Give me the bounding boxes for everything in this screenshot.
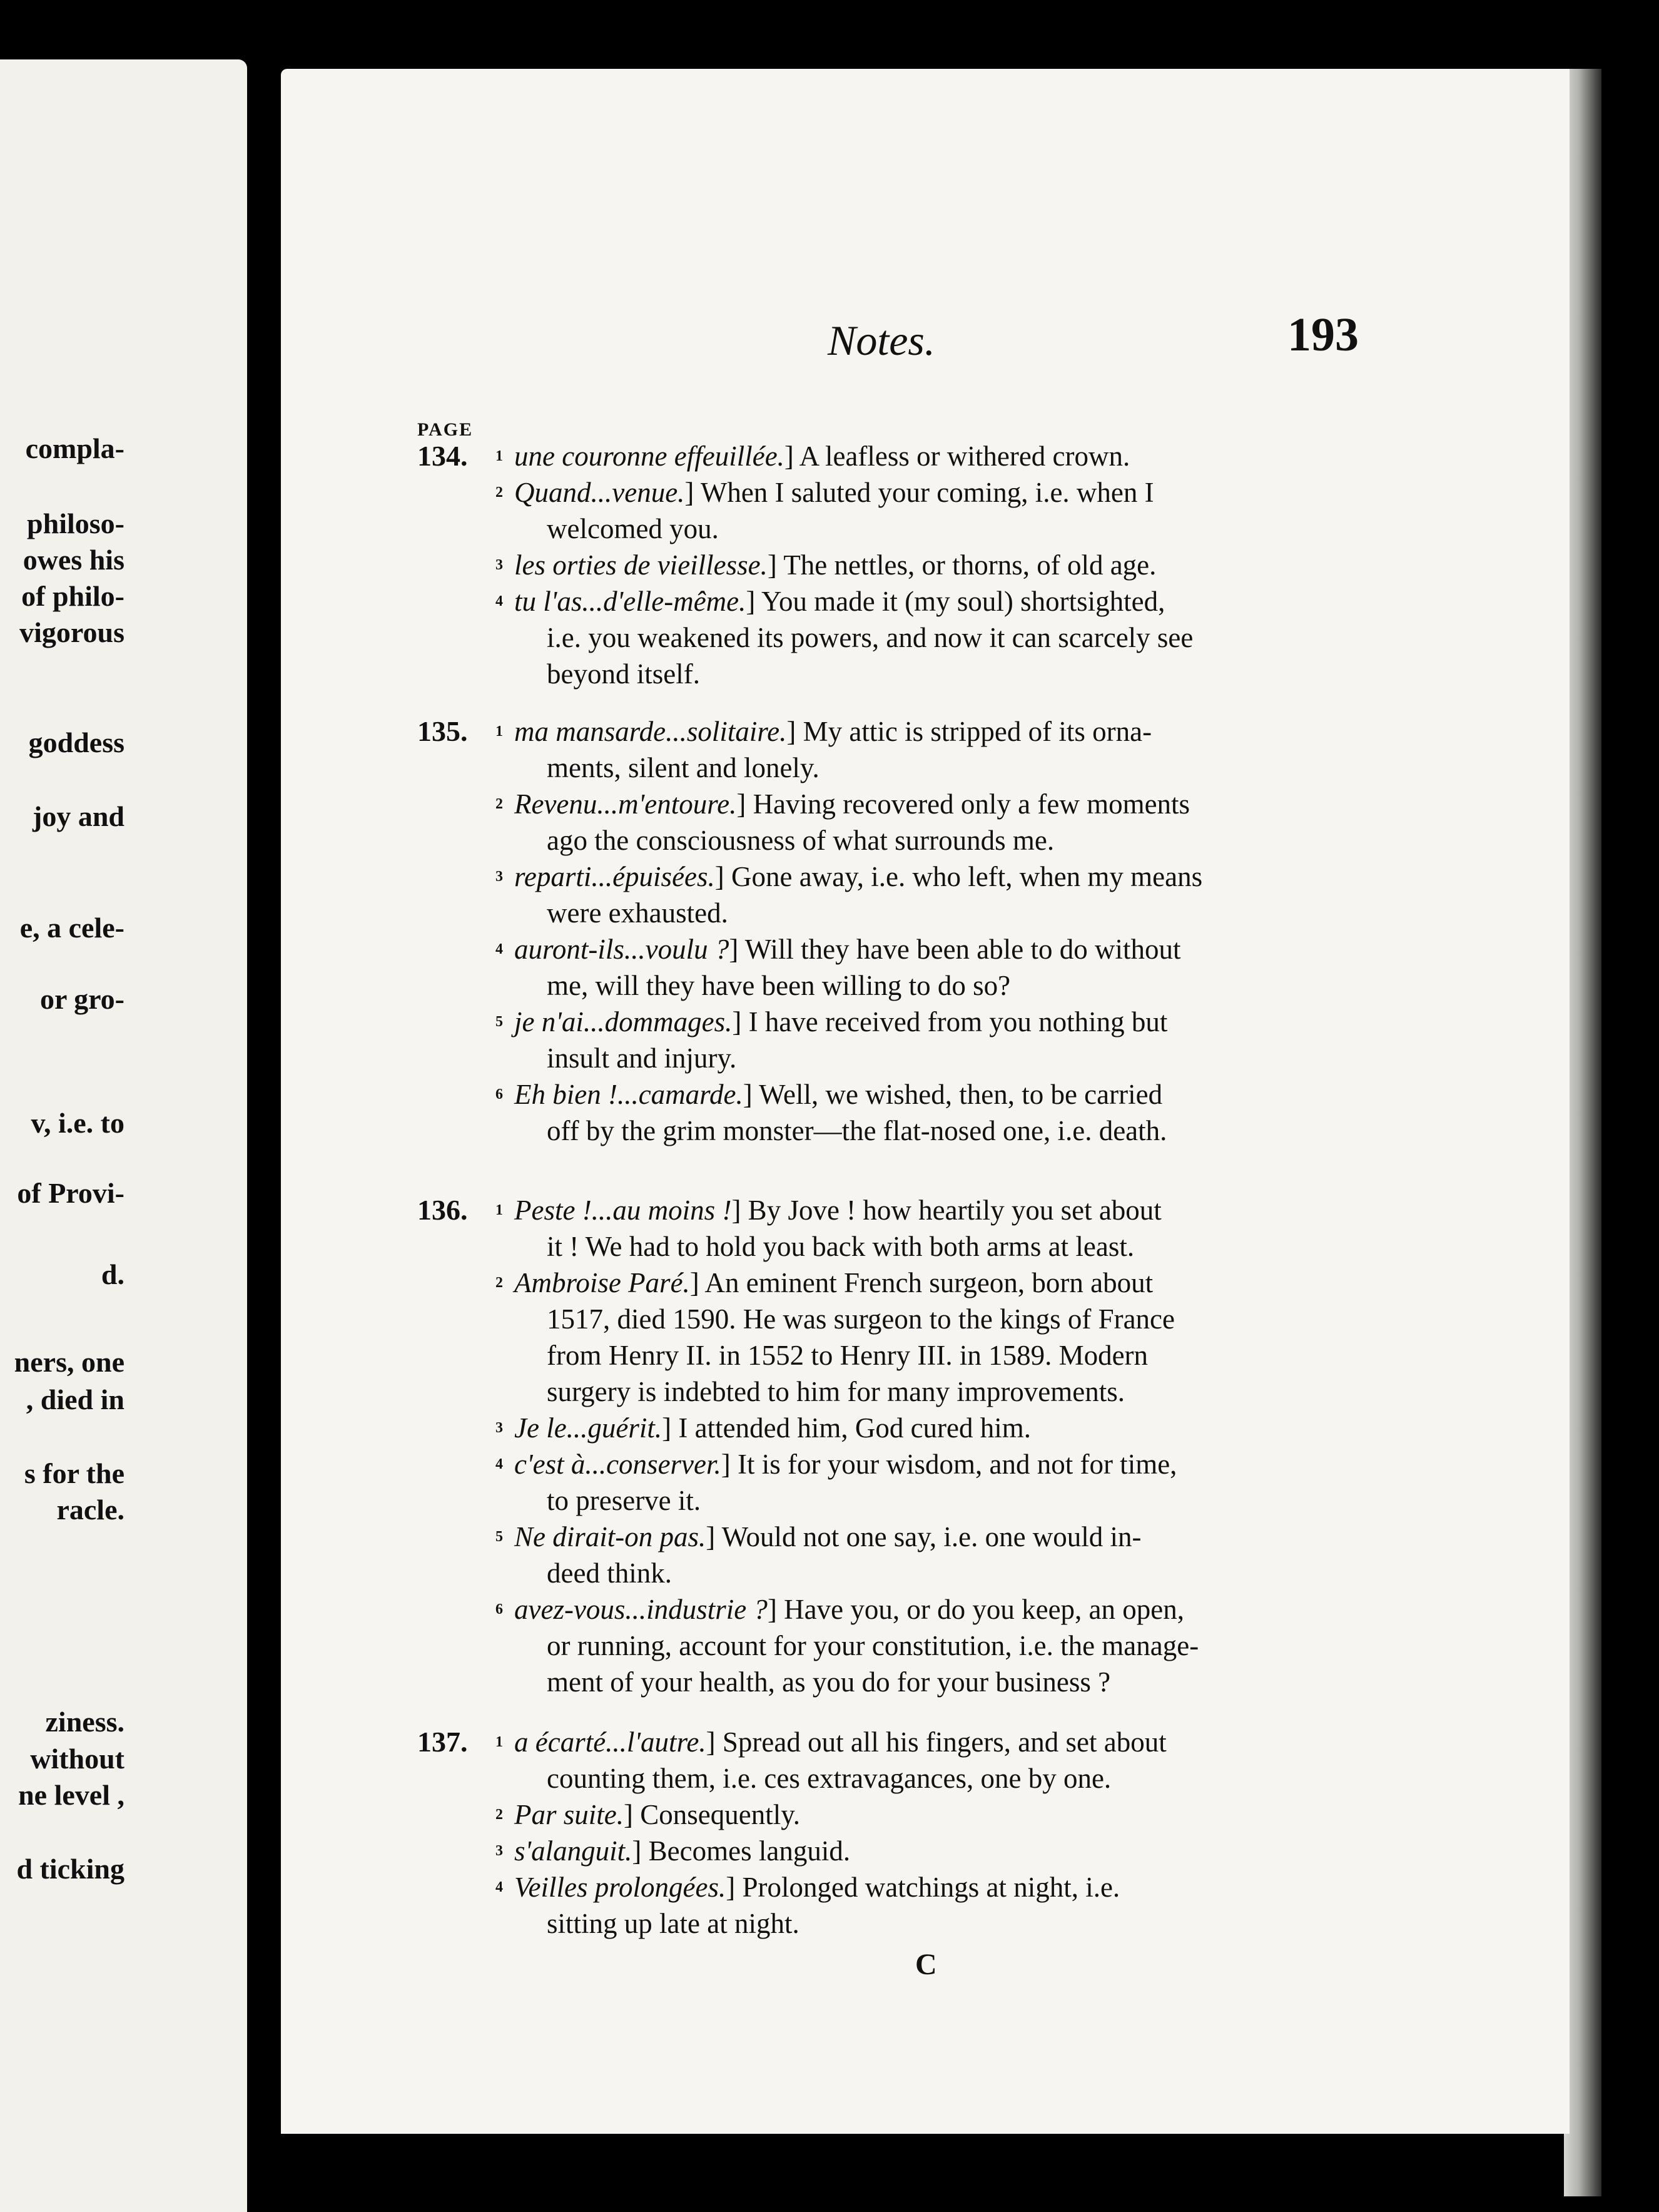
note-gloss: ] I attended him, God cured him. [662,1412,1032,1444]
note-continuation-line: me, will they have been willing to do so? [547,970,1011,1001]
note-number: 4 [495,941,503,957]
left-page-fragment: without [30,1743,124,1775]
note-entry [495,786,1384,859]
page-reference: 134. [417,440,468,472]
note-entry [495,859,1384,931]
note-entry [495,931,1384,1004]
left-page-fragment: racle. [56,1494,124,1526]
page-column-label: PAGE [417,419,474,440]
note-number: 6 [495,1601,503,1618]
page-edge-shadow [1564,69,1601,2196]
note-first-line [514,1446,1384,1482]
note-continuation-line: off by the grim monster—the flat-nosed one, i.e. death. [547,1115,1167,1146]
note-gloss: ] Prolonged watchings at night, i.e. [726,1872,1120,1903]
left-page-fragment: , died in [26,1384,124,1415]
note-first-line [514,1519,1384,1555]
note-gloss: ] An eminent French surgeon, born about [689,1267,1154,1298]
note-continuation-line: 1517, died 1590. He was surgeon to the kings of France [547,1303,1175,1335]
note-first-line [514,583,1384,619]
note-first-line [514,1004,1384,1040]
note-entry [495,1446,1384,1519]
note-entry [495,547,1384,583]
note-number: 5 [495,1529,503,1545]
note-number: 1 [495,1202,503,1218]
note-lemma: s'alanguit. [514,1835,632,1867]
note-number: 2 [495,484,503,501]
note-first-line [514,438,1384,474]
note-gloss: ] Gone away, i.e. who left, when my means [714,861,1203,892]
note-continuation-line: or running, account for your constitution, i.e. the manage- [547,1630,1199,1661]
left-page-fragment: vigorous [19,616,124,648]
left-page-fragment: d. [101,1258,124,1290]
note-lemma: reparti...épuisées. [514,861,715,892]
note-first-line [514,1192,1384,1228]
note-gloss: ] Spread out all his fingers, and set about [706,1726,1167,1758]
running-head: Notes. [828,317,935,364]
note-lemma: Eh bien !...camarde. [514,1079,743,1110]
note-first-line [514,1833,1384,1869]
note-continuation-line: counting them, i.e. ces extravagances, one by one. [547,1763,1112,1794]
note-gloss: ] Have you, or do you keep, an open, [767,1594,1184,1625]
note-first-line [514,1591,1384,1628]
note-entry [495,1724,1384,1797]
note-gloss: ] The nettles, or thorns, of old age. [767,549,1157,581]
note-continuation-line: were exhausted. [547,897,728,929]
left-page-fragment: joy and [33,800,124,832]
note-number: 3 [495,1420,503,1436]
note-entry [495,1265,1384,1410]
left-page-fragment: philoso- [27,507,124,539]
note-gloss: ] Will they have been able to do without [729,934,1181,965]
page-reference: 136. [417,1194,468,1226]
note-first-line [514,1797,1384,1833]
note-lemma: Revenu...m'entoure. [514,788,737,820]
note-number: 3 [495,869,503,885]
note-lemma: c'est à...conserver. [514,1449,721,1480]
note-lemma: une couronne effeuillée. [514,441,784,472]
note-lemma: Quand...venue. [514,477,685,508]
note-number: 1 [495,448,503,464]
note-entry [495,1869,1384,1942]
note-entry [495,1519,1384,1591]
left-page-fragment: compla- [25,432,124,464]
left-page-fragment: or gro- [40,983,124,1015]
note-entry [495,1192,1384,1265]
note-lemma: les orties de vieillesse. [514,549,768,581]
note-number: 4 [495,593,503,609]
left-page-fragment: ziness. [45,1706,124,1738]
left-page-fragment: goddess [28,726,124,758]
page-reference: 135. [417,715,468,747]
note-first-line [514,859,1384,895]
left-page-fragment: v, i.e. to [31,1107,124,1139]
signature-mark: C [915,1948,937,1981]
note-lemma: je n'ai...dommages. [514,1006,733,1037]
page-number: 193 [1287,308,1359,361]
note-number: 5 [495,1014,503,1030]
page-reference: 137. [417,1726,468,1758]
note-continuation-line: to preserve it. [547,1485,701,1516]
note-gloss: ] My attic is stripped of its orna- [786,716,1152,747]
note-number: 6 [495,1086,503,1103]
note-entry [495,713,1384,786]
note-entry [495,1591,1384,1700]
note-first-line [514,713,1384,750]
note-number: 2 [495,1275,503,1291]
note-number: 2 [495,796,503,812]
note-lemma: tu l'as...d'elle-même. [514,586,746,617]
note-gloss: ] I have received from you nothing but [732,1006,1168,1037]
note-lemma: auront-ils...voulu ? [514,934,729,965]
note-number: 2 [495,1807,503,1823]
note-gloss: ] Consequently. [624,1799,801,1830]
note-continuation-line: deed think. [547,1557,672,1589]
note-entry [495,1410,1384,1446]
note-number: 3 [495,1843,503,1859]
note-entry [495,438,1384,474]
note-first-line [514,1410,1384,1446]
left-page-fragment: s for the [24,1457,124,1489]
note-continuation-line: insult and injury. [547,1042,737,1074]
note-number: 1 [495,1734,503,1750]
note-gloss: ] It is for your wisdom, and not for time, [721,1449,1177,1480]
note-entry [495,1076,1384,1149]
note-lemma: ma mansarde...solitaire. [514,716,787,747]
left-page-fragment: of Provi- [17,1177,124,1209]
note-number: 3 [495,557,503,573]
note-continuation-line: surgery is indebted to him for many improvements. [547,1376,1125,1407]
note-number: 4 [495,1456,503,1472]
note-gloss: ] Would not one say, i.e. one would in- [706,1521,1142,1552]
note-lemma: Par suite. [514,1799,624,1830]
note-lemma: Je le...guérit. [514,1412,662,1444]
note-number: 1 [495,723,503,740]
note-first-line [514,547,1384,583]
note-gloss: ] Becomes languid. [632,1835,851,1867]
note-gloss: ] A leafless or withered crown. [784,441,1130,472]
note-gloss: ] When I saluted your coming, i.e. when I [684,477,1154,508]
left-page [0,59,247,2212]
note-entry [495,1797,1384,1833]
note-entry [495,474,1384,547]
left-page-fragment: owes his [23,544,124,576]
note-lemma: Veilles prolongées. [514,1872,726,1903]
note-first-line [514,1869,1384,1905]
left-page-fragment: of philo- [21,580,124,612]
note-entry [495,1004,1384,1076]
note-entry [495,1833,1384,1869]
left-page-fragment: e, a cele- [19,912,124,944]
note-number: 4 [495,1879,503,1895]
note-lemma: Peste !...au moins ! [514,1195,732,1226]
note-first-line [514,1265,1384,1301]
left-page-fragment: ners, one [14,1346,124,1378]
note-entry [495,583,1384,692]
note-continuation-line: from Henry II. in 1552 to Henry III. in 1589. Modern [547,1340,1149,1371]
note-first-line [514,786,1384,822]
note-continuation-line: ago the consciousness of what surrounds me. [547,825,1055,856]
note-continuation-line: welcomed you. [547,513,719,544]
left-page-fragment: ne level , [18,1779,124,1811]
note-lemma: Ambroise Paré. [514,1267,690,1298]
note-continuation-line: it ! We had to hold you back with both arms at least. [547,1231,1135,1262]
note-lemma: avez-vous...industrie ? [514,1594,768,1625]
note-gloss: ] Having recovered only a few moments [736,788,1190,820]
note-continuation-line: sitting up late at night. [547,1908,799,1939]
left-page-fragment: d ticking [16,1853,124,1885]
note-first-line [514,931,1384,967]
note-continuation-line: i.e. you weakened its powers, and now it can scarcely see [547,622,1194,653]
note-gloss: ] Well, we wished, then, to be carried [743,1079,1163,1110]
note-first-line [514,1724,1384,1760]
note-first-line [514,474,1384,511]
note-lemma: Ne dirait-on pas. [514,1521,706,1552]
note-continuation-line: beyond itself. [547,658,700,690]
note-gloss: ] By Jove ! how heartily you set about [731,1195,1162,1226]
note-lemma: a écarté...l'autre. [514,1726,706,1758]
note-continuation-line: ments, silent and lonely. [547,752,819,783]
note-continuation-line: ment of your health, as you do for your business ? [547,1666,1111,1698]
note-gloss: ] You made it (my soul) shortsighted, [746,586,1165,617]
note-first-line [514,1076,1384,1113]
